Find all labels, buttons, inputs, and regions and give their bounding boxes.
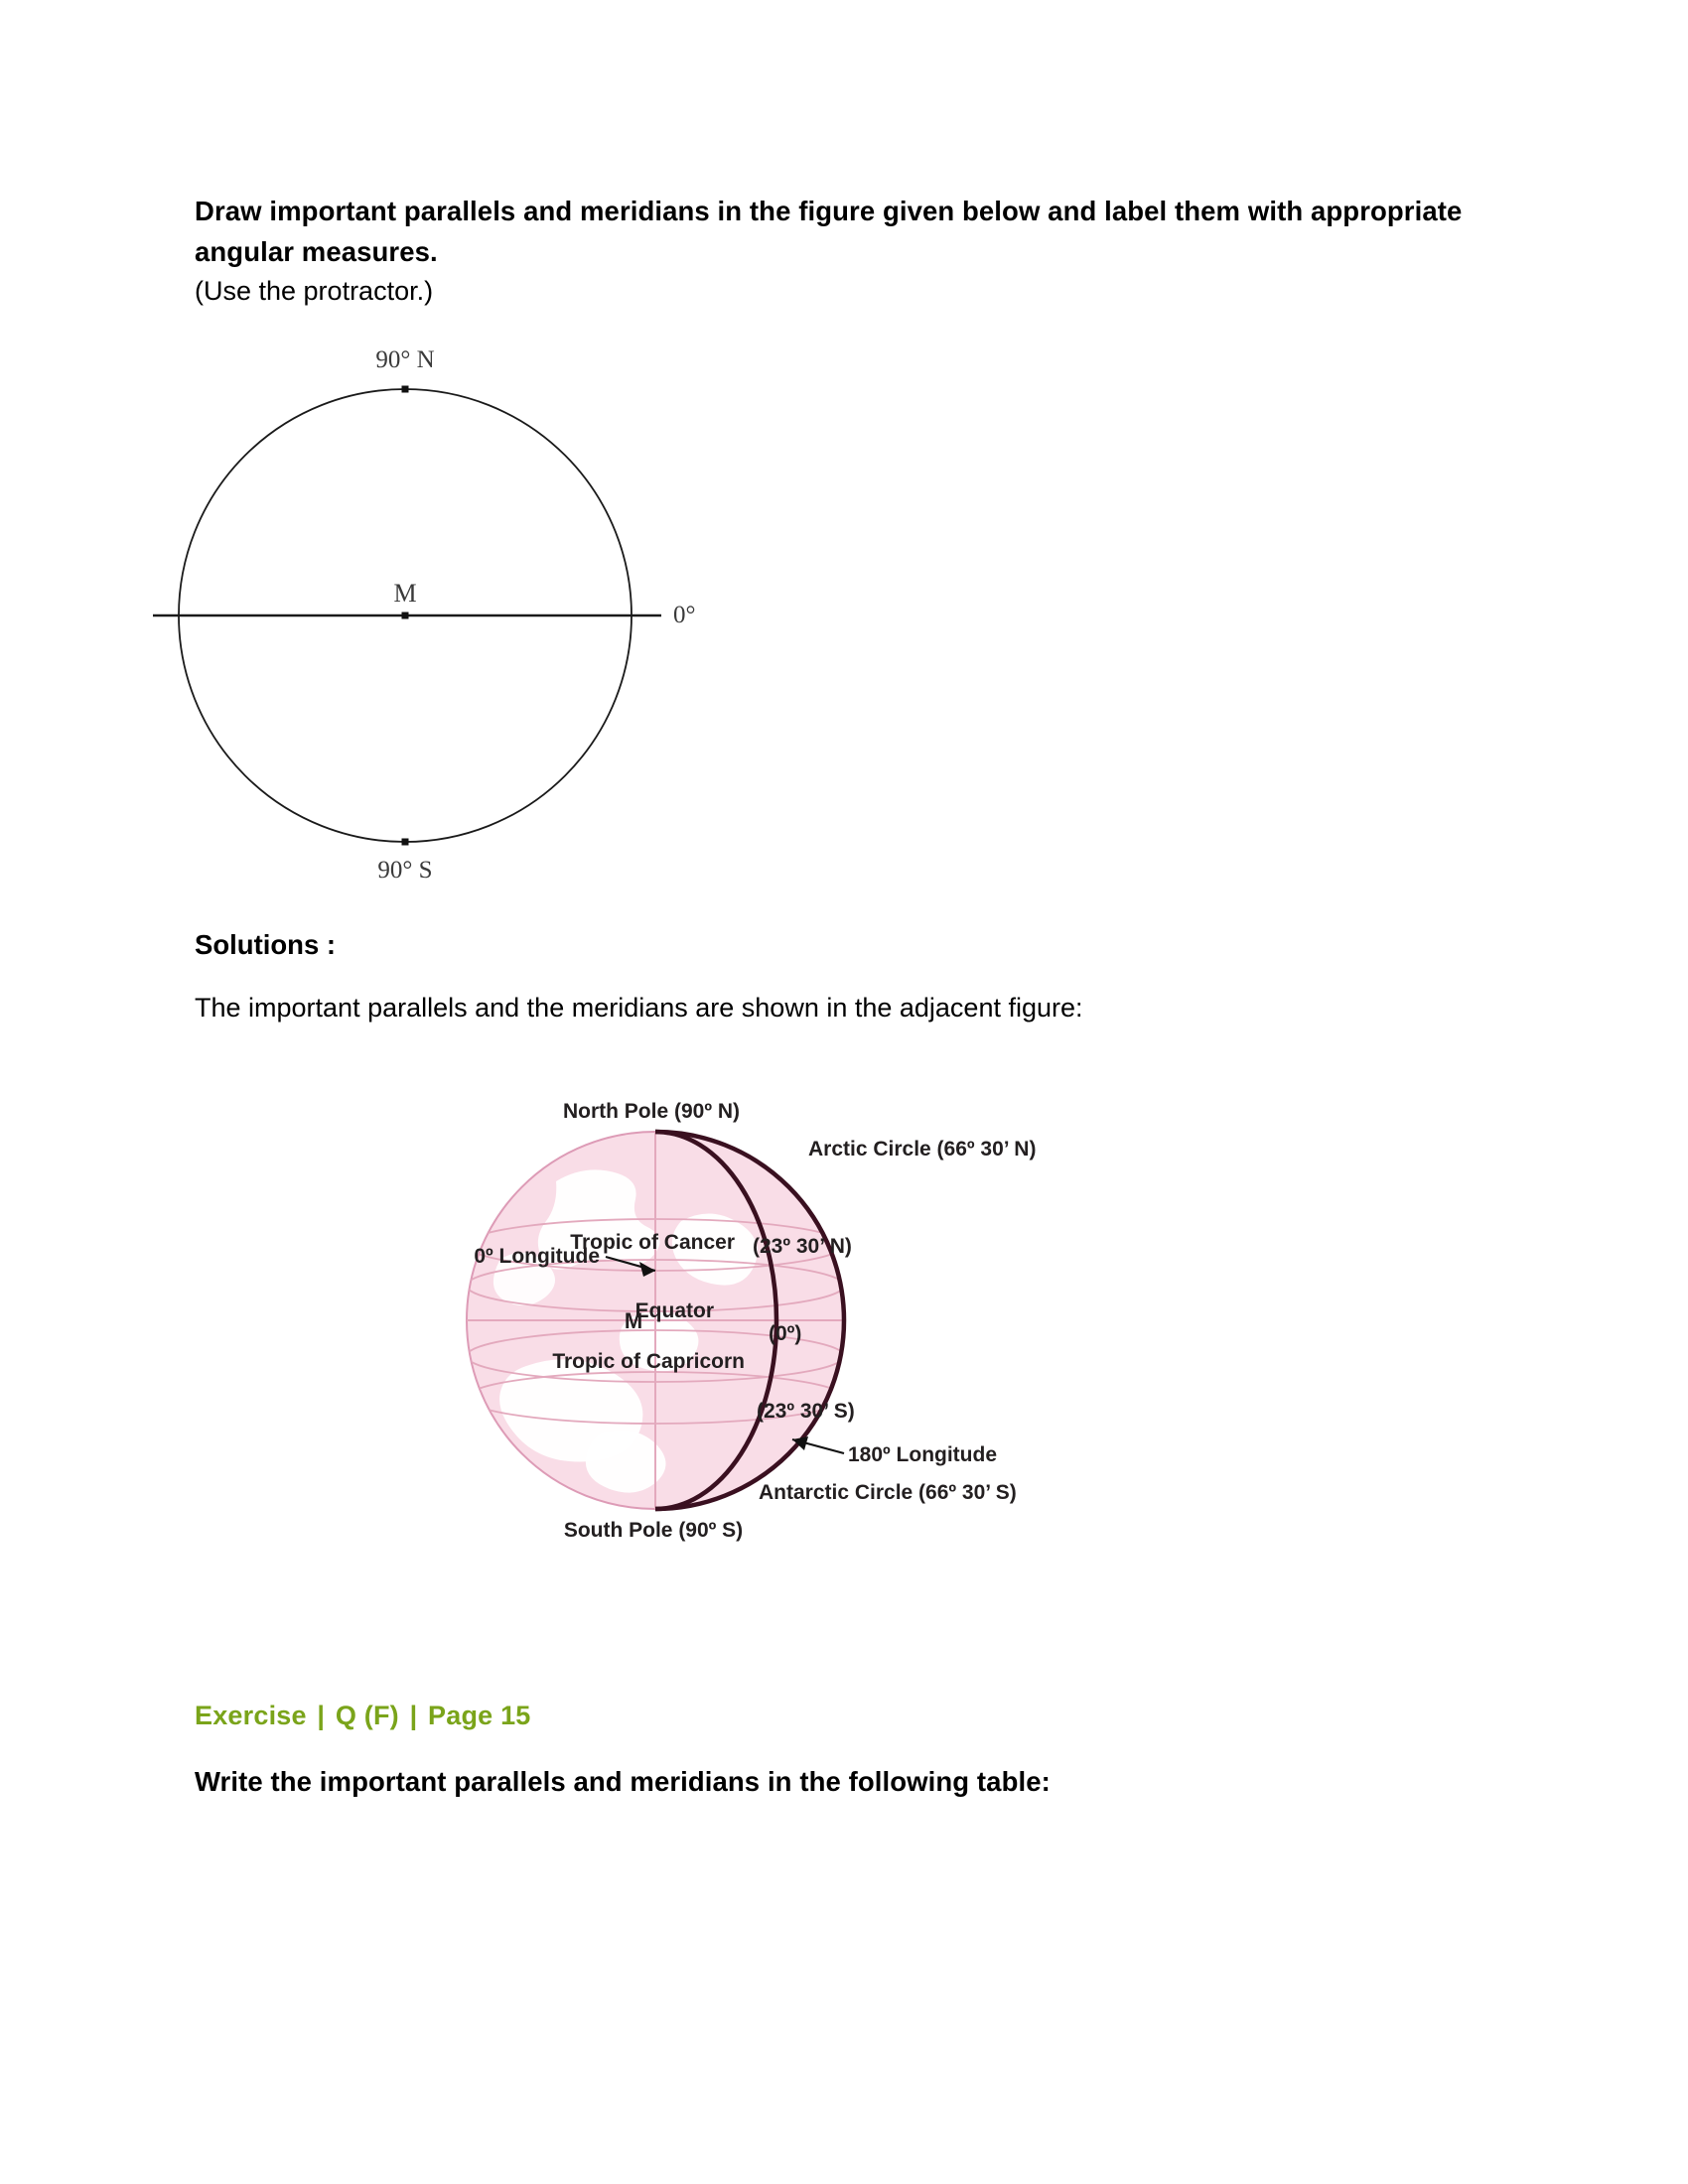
exercise-sep-2: | bbox=[409, 1701, 418, 1730]
question-subnote: (Use the protractor.) bbox=[195, 276, 434, 306]
solutions-intro: The important parallels and the meridians are shown in the adjacent figure: bbox=[195, 993, 1083, 1023]
label-equator: Equator bbox=[634, 1299, 714, 1322]
exercise-breadcrumb bbox=[195, 1701, 531, 1731]
label-south-pole: South Pole (90º S) bbox=[563, 1519, 744, 1542]
label-tropic-of-cancer-value: (23º 30’ N) bbox=[753, 1235, 852, 1258]
question-heading bbox=[195, 191, 1476, 272]
figure-labelled-globe bbox=[407, 1032, 1122, 1668]
question-heading-line2: with appropriate angular measures. bbox=[195, 196, 1463, 267]
exercise-question: Q (F) bbox=[335, 1701, 399, 1730]
center-dot bbox=[402, 613, 409, 619]
south-pole-dot bbox=[402, 839, 409, 846]
label-90n: 90° N bbox=[375, 346, 435, 373]
label-tropic-of-capricorn-value: (23º 30’ S) bbox=[757, 1400, 855, 1423]
label-tropic-of-cancer: Tropic of Cancer bbox=[570, 1231, 735, 1254]
next-question-heading: Write the important parallels and meridians in the following table: bbox=[195, 1766, 1051, 1797]
label-90s: 90° S bbox=[377, 857, 433, 884]
label-globe-center-m: M bbox=[624, 1308, 643, 1333]
question-heading-line1: Draw important parallels and meridians in the figure given below and label them bbox=[195, 196, 1241, 226]
north-pole-dot bbox=[402, 386, 409, 393]
solutions-label: Solutions : bbox=[195, 929, 337, 960]
label-antarctic-circle: Antarctic Circle (66º 30’ S) bbox=[759, 1481, 1017, 1504]
label-zero-degree: 0° bbox=[673, 602, 696, 628]
label-0-longitude: 0º Longitude bbox=[474, 1245, 600, 1268]
label-north-pole: North Pole (90º N) bbox=[562, 1100, 741, 1123]
label-tropic-of-capricorn: Tropic of Capricorn bbox=[552, 1350, 745, 1373]
exercise-sep-1: | bbox=[317, 1701, 326, 1730]
label-arctic-circle: Arctic Circle (66º 30’ N) bbox=[808, 1138, 1037, 1160]
label-center-m: M bbox=[393, 579, 417, 608]
exercise-label: Exercise bbox=[195, 1701, 307, 1730]
label-180-longitude: 180º Longitude bbox=[848, 1443, 998, 1466]
exercise-page: Page 15 bbox=[428, 1701, 531, 1730]
label-equator-value: (0º) bbox=[769, 1322, 802, 1345]
figure-blank-globe bbox=[149, 328, 765, 903]
